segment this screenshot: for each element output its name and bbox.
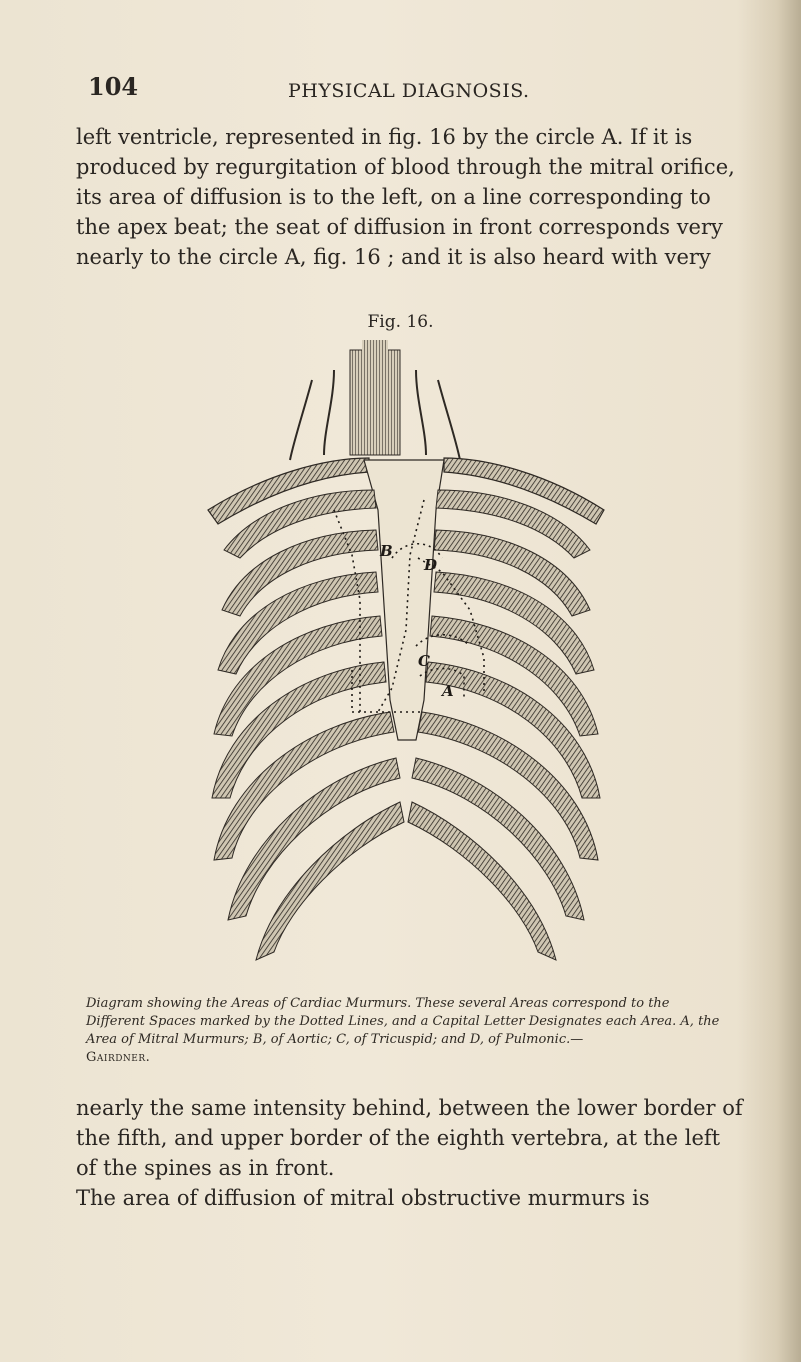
caption-author: Gairdner.	[86, 1050, 151, 1065]
text-line: the apex beat; the seat of diffusion in front corresponds very	[76, 215, 723, 239]
chest-diagram-figure	[184, 340, 630, 980]
figure-caption	[86, 995, 726, 1067]
area-letter-a: A	[442, 682, 454, 700]
figure-label: Fig. 16.	[367, 312, 434, 332]
text-line: of the spines as in front.	[76, 1156, 335, 1180]
text-line: its area of diffusion is to the left, on a line corresponding to	[76, 185, 711, 209]
paragraph-3	[76, 1183, 736, 1213]
caption-text: Diagram showing the Areas of Cardiac Murmurs. These several Areas correspond to the Different Spaces marked by the Dotted Lines, and a Capital Letter Designates each Area. A, the Area of Mitral Murmurs; B, of Aortic; C, of Tricuspid; and D, of Pulmonic.—	[86, 996, 720, 1047]
area-letter-c: C	[418, 652, 430, 670]
area-letter-d: D	[424, 556, 438, 574]
text-line: the fifth, and upper border of the eighth vertebra, at the left	[76, 1126, 721, 1150]
vertebral-column	[350, 340, 400, 455]
paragraph-2	[76, 1093, 743, 1183]
sternum	[364, 460, 444, 740]
paragraph-1	[76, 122, 736, 272]
page-number: 104	[88, 72, 139, 101]
ribs-left	[212, 490, 404, 960]
text-line: The area of diffusion of mitral obstructive murmurs is	[76, 1186, 650, 1210]
page-header	[88, 72, 728, 112]
text-line: nearly to the circle A, fig. 16 ; and it is also heard with very	[76, 245, 711, 269]
text-line: produced by regurgitation of blood through the mitral orifice,	[76, 155, 735, 179]
rib-cage-illustration	[184, 340, 630, 980]
text-line: nearly the same intensity behind, between the lower border of	[76, 1096, 743, 1120]
running-head: PHYSICAL DIAGNOSIS.	[288, 80, 530, 102]
area-letter-b: B	[380, 542, 393, 560]
text-line: left ventricle, represented in fig. 16 by the circle A. If it is	[76, 125, 693, 149]
